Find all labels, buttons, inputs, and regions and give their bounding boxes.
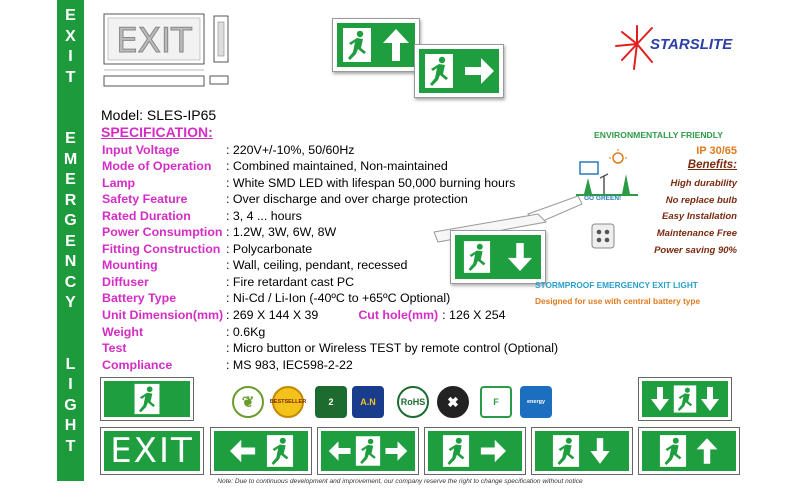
- spec-row: [102, 175, 515, 191]
- up-arrow-icon: [381, 27, 411, 63]
- warranty-2-years-badge: [315, 386, 347, 418]
- benefit-item: Maintenance Free: [656, 228, 737, 239]
- left-arrow-icon: [228, 438, 258, 464]
- left-arrow-icon: [328, 439, 352, 463]
- benefit-item: High durability: [670, 178, 737, 189]
- spec-value: : Micro button or Wireless TEST by remote control (Optional): [226, 341, 559, 355]
- banner-exit-text: [100, 427, 204, 475]
- running-man-icon: [673, 384, 697, 414]
- spec-value: : 1.2W, 3W, 6W, 8W: [226, 225, 337, 239]
- spec-row: [102, 290, 450, 306]
- go-green-label: GO GREEN!: [584, 195, 622, 202]
- spec-row: [102, 257, 407, 273]
- bestseller-badge: [269, 386, 307, 418]
- spec-row: [102, 324, 265, 340]
- benefit-item: No replace bulb: [665, 195, 737, 206]
- spec-label: Mounting: [102, 258, 158, 272]
- spec-label: Unit Dimension(mm): [102, 308, 224, 322]
- up-arrow-icon: [695, 436, 719, 466]
- running-man-icon: [342, 27, 372, 63]
- banner-down-arrows: [638, 377, 732, 421]
- right-arrow-icon: [478, 438, 508, 464]
- spec-label: Battery Type: [102, 291, 177, 305]
- spec-row: [102, 224, 336, 240]
- band-letter: L: [65, 355, 76, 373]
- specification-heading: SPECIFICATION:: [101, 124, 213, 140]
- energy-star-badge: [520, 386, 552, 418]
- product-title: STORMPROOF EMERGENCY EXIT LIGHT: [535, 280, 698, 290]
- spec-row: [102, 357, 353, 373]
- spec-value: : 0.6Kg: [226, 325, 266, 339]
- running-man-icon: [132, 383, 162, 415]
- band-letter: R: [64, 191, 77, 209]
- band-letter: E: [65, 7, 76, 24]
- running-man-icon: [266, 434, 294, 468]
- running-man-icon: [355, 435, 381, 467]
- product-technical-drawing: [102, 12, 242, 92]
- spec-value: : Ni-Cd / Li-Ion (-40ºC to +65ºC Optional): [226, 291, 451, 305]
- drawing-exit-text: EXIT: [116, 21, 192, 61]
- band-letter: Y: [65, 294, 76, 311]
- spec-label: Test: [102, 341, 127, 355]
- band-letter: H: [64, 417, 77, 434]
- badge-text: A.N: [360, 397, 376, 407]
- spec-value: : 3, 4 ... hours: [226, 209, 302, 223]
- running-man-icon: [463, 240, 491, 274]
- band-letter: N: [64, 253, 77, 270]
- sign-image-right-arrow: [414, 44, 504, 98]
- banner-down-arrow: [531, 427, 633, 475]
- starslite-logo: [612, 24, 742, 86]
- starburst-icon: [612, 24, 742, 86]
- an-technology-badge: [352, 386, 384, 418]
- ps-mark-icon: ✖: [447, 393, 459, 410]
- badge-text: BESTSELLER: [269, 399, 307, 405]
- spec-label: Compliance: [102, 358, 173, 372]
- rohs-badge: [397, 386, 429, 418]
- spec-label: Weight: [102, 325, 144, 339]
- band-letter: T: [65, 437, 76, 455]
- down-arrow-icon: [506, 241, 534, 273]
- remote-control-image: [590, 222, 624, 250]
- spec-value: : 220V+/-10%, 50/60Hz: [226, 143, 355, 157]
- down-arrow-icon: [588, 436, 612, 466]
- footer-note: Note: Due to continuous development and improvement, our company reserve the right to change specification without notice: [217, 478, 583, 485]
- solar-panel-icon: [580, 162, 598, 174]
- band-letter: T: [65, 68, 76, 86]
- spec-row: [102, 158, 448, 174]
- model-number: Model: SLES-IP65: [101, 107, 217, 123]
- badge-text: 2: [328, 397, 334, 407]
- band-letter: G: [64, 396, 77, 414]
- badge-text: energy: [526, 399, 546, 405]
- benefit-item: Easy Installation: [662, 211, 737, 222]
- cut-hole-value: : 126 X 254: [442, 308, 506, 322]
- spec-row: [102, 208, 302, 224]
- spec-row: [102, 340, 558, 356]
- band-letter: E: [65, 232, 76, 250]
- banner-up-arrow: [638, 427, 740, 475]
- band-letter: M: [63, 150, 78, 168]
- spec-row: [102, 274, 354, 290]
- environment-title: ENVIRONMENTALLY FRIENDLY: [594, 130, 723, 140]
- spec-label: Input Voltage: [102, 143, 180, 157]
- band-letter: E: [65, 130, 76, 147]
- banner-left-arrow: [210, 427, 312, 475]
- ps-mark-badge: [437, 386, 469, 418]
- spec-value: : 269 X 144 X 39: [226, 308, 319, 322]
- spec-row: [102, 142, 354, 158]
- spec-row: [102, 307, 506, 323]
- cut-hole-label: Cut hole(mm): [358, 308, 439, 322]
- sign-image-up-arrow: [332, 18, 420, 72]
- hanging-exit-light-image: [428, 192, 588, 292]
- banner-right-arrow: [424, 427, 526, 475]
- running-man-icon: [552, 434, 580, 468]
- spec-label: Safety Feature: [102, 192, 188, 206]
- banner-running-man-left: [100, 377, 194, 421]
- spec-value: : Fire retardant cast PC: [226, 275, 355, 289]
- banner-left-right-arrows: [317, 427, 419, 475]
- down-arrow-icon: [700, 385, 720, 413]
- benefits-title: Benefits:: [687, 159, 737, 171]
- band-letter: C: [64, 273, 77, 291]
- badge-text: F: [493, 397, 499, 407]
- right-arrow-icon: [463, 56, 495, 86]
- running-man-icon: [659, 434, 687, 468]
- band-letter: I: [68, 376, 73, 393]
- spec-label: Fitting Construction: [102, 242, 221, 256]
- spec-value: : Polycarbonate: [226, 242, 313, 256]
- spec-label: Power Consumption: [102, 225, 223, 239]
- ip-rating: IP 30/65: [696, 145, 737, 157]
- band-letter: I: [68, 48, 73, 65]
- band-letter: G: [64, 212, 77, 229]
- product-subtitle: Designed for use with central battery type: [535, 296, 701, 306]
- band-letter: X: [65, 27, 76, 45]
- spec-row: [102, 241, 312, 257]
- running-man-icon: [442, 434, 470, 468]
- spec-value: : MS 983, IEC598-2-22: [226, 358, 353, 372]
- banner-exit-label: EXIT: [110, 431, 194, 471]
- spec-label: Rated Duration: [102, 209, 191, 223]
- benefit-item: Power saving 90%: [654, 245, 737, 256]
- brand-name: STARSLITE: [650, 36, 733, 53]
- eco-leaf-badge: [232, 386, 264, 418]
- spec-value: : Wall, ceiling, pendant, recessed: [226, 258, 408, 272]
- f-mark-badge: [480, 386, 512, 418]
- badge-text: RoHS: [400, 397, 426, 407]
- right-arrow-icon: [384, 439, 408, 463]
- band-letter: E: [65, 171, 76, 188]
- spec-value: : Combined maintained, Non-maintained: [226, 159, 448, 173]
- sun-icon: [613, 153, 623, 163]
- vertical-exit-emergency-light-band: [57, 0, 84, 481]
- spec-row: [102, 191, 468, 207]
- leaf-icon: ❦: [241, 394, 255, 411]
- spec-value: : Over discharge and over charge protection: [226, 192, 468, 206]
- down-arrow-icon: [650, 385, 670, 413]
- spec-label: Mode of Operation: [102, 159, 212, 173]
- spec-label: Diffuser: [102, 275, 149, 289]
- running-man-icon: [424, 53, 454, 89]
- spec-value: : White SMD LED with lifespan 50,000 burning hours: [226, 176, 516, 190]
- spec-label: Lamp: [102, 176, 136, 190]
